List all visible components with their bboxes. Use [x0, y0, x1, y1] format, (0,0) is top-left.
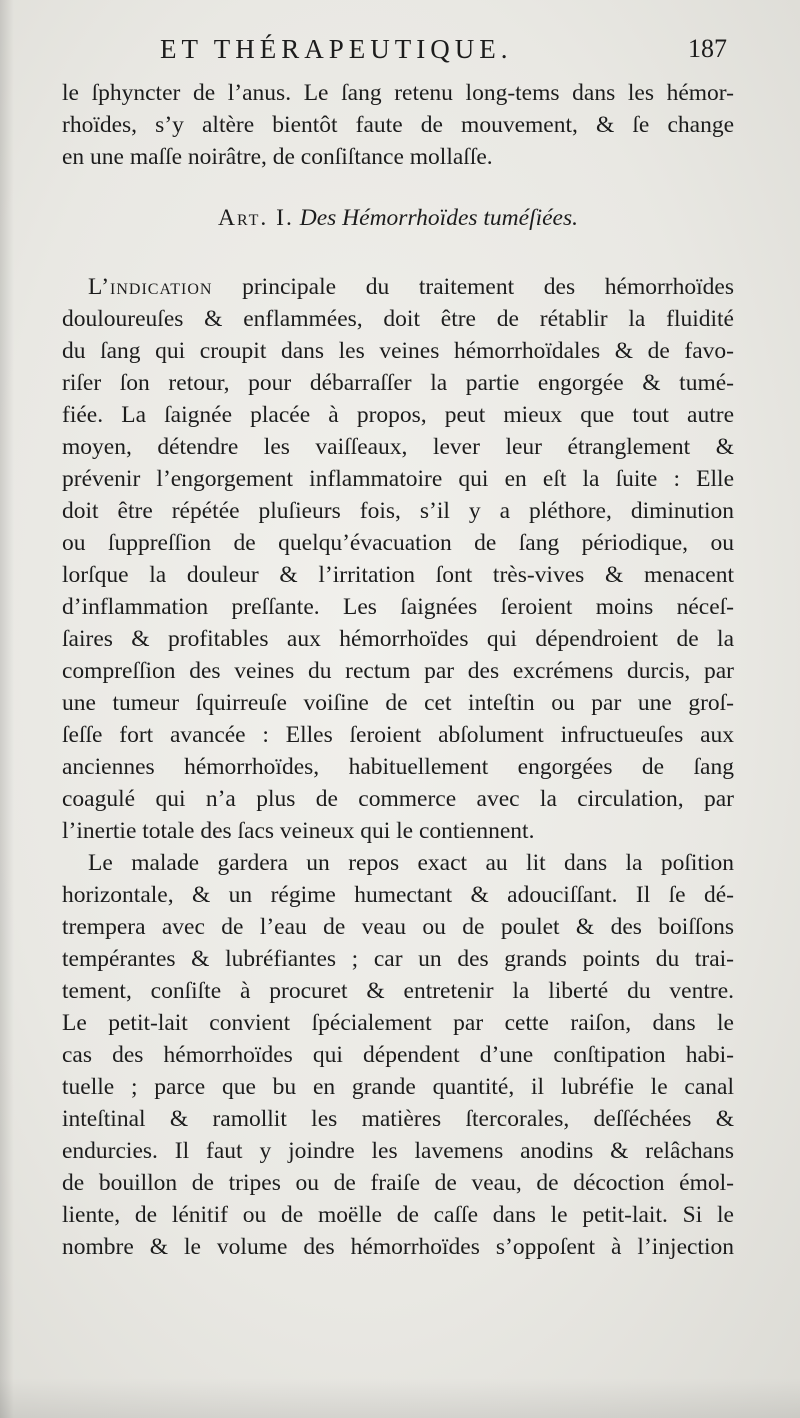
paragraph-line: douloureuſes & enflammées, doit être de rétablir la fluidité [62, 306, 734, 332]
page-edge-shadow [0, 0, 14, 1418]
intro-line: le ſphyncter de l’anus. Le ſang retenu long-tems dans les hémor- [62, 80, 734, 106]
paragraph-line: fiée. La ſaignée placée à propos, peut mieux que tout autre [62, 402, 734, 428]
intro-line: rhoïdes, s’y altère bientôt faute de mouvement, & ſe change [62, 112, 734, 138]
paragraph-line: l’inertie totale des ſacs veineux qui le contiennent. [62, 818, 535, 844]
running-head: ET THÉRAPEUTIQUE. [160, 34, 513, 64]
paragraph-line: prévenir l’engorgement inflammatoire qui en eſt la ſuite : Elle [62, 466, 734, 492]
paragraph-line: tement, conſiſte à procuret & entretenir la liberté du ventre. [62, 978, 734, 1004]
paragraph-line: de bouillon de tripes ou de fraiſe de veau, de décoction émol- [62, 1170, 734, 1196]
paragraph-line: anciennes hémorrhoïdes, habituellement engorgées de ſang [62, 754, 734, 780]
section-heading [62, 205, 734, 232]
first-line-text: principale du traitement des hémorrhoïdes [212, 274, 734, 300]
paragraph-line: coagulé qui n’a plus de commerce avec la circulation, par [62, 786, 734, 812]
paragraph-line: Le malade gardera un repos exact au lit dans la poſition [88, 850, 734, 876]
paragraph-line: riſer ſon retour, pour débarraſſer la partie engorgée & tumé- [62, 370, 734, 396]
paragraph-line: lorſque la douleur & l’irritation ſont très-vives & menacent [62, 562, 734, 588]
paragraph-line: nombre & le volume des hémorrhoïdes s’oppoſent à l’injection [62, 1234, 734, 1260]
paragraph-line: une tumeur ſquirreuſe voiſine de cet inteſtin ou par une groſ- [62, 690, 734, 716]
lead-word: L’indication [88, 274, 213, 300]
paragraph-line: doit être répétée pluſieurs fois, s’il y a pléthore, diminution [62, 498, 734, 524]
section-title: Des Hémorrhoïdes tuméſiées. [299, 205, 579, 231]
intro-line: en une maſſe noirâtre, de conſiſtance mollaſſe. [62, 144, 493, 170]
paragraph-line: du ſang qui croupit dans les veines hémorrhoïdales & de favo- [62, 338, 734, 364]
paragraph-line: tuelle ; parce que bu en grande quantité, il lubréfie le canal [62, 1074, 734, 1100]
paragraph-line: cas des hémorrhoïdes qui dépendent d’une conſtipation habi- [62, 1042, 734, 1068]
page-bottom-shadow [0, 1378, 800, 1418]
paragraph-line: Le petit-lait convient ſpécialement par cette raiſon, dans le [62, 1010, 734, 1036]
paragraph-line: horizontale, & un régime humectant & adouciſſant. Il ſe dé- [62, 882, 734, 908]
paragraph-line: trempera avec de l’eau de veau ou de poulet & des boiſſons [62, 914, 734, 940]
paragraph-line: d’inflammation preſſante. Les ſaignées ſeroient moins néceſ- [62, 594, 734, 620]
paragraph-line: tempérantes & lubréfiantes ; car un des grands points du trai- [62, 946, 734, 972]
paragraph-line: liente, de lénitif ou de moëlle de caſſe dans le petit-lait. Si le [62, 1202, 734, 1228]
paragraph-line: ſeſſe fort avancée : Elles ſeroient abſolument infructueuſes aux [62, 722, 734, 748]
paragraph-line: endurcies. Il faut y joindre les lavemens anodins & relâchans [62, 1138, 734, 1164]
paragraph-line: ſaires & profitables aux hémorrhoïdes qui dépendroient de la [62, 626, 734, 652]
paragraph-line: moyen, détendre les vaiſſeaux, lever leur étranglement & [62, 434, 734, 460]
paragraph-line: inteſtinal & ramollit les matières ſtercorales, deſſéchées & [62, 1106, 734, 1132]
section-article-number: Art. I. [217, 205, 294, 231]
paragraph-line: ou ſuppreſſion de quelqu’évacuation de ſang périodique, ou [62, 530, 734, 556]
paragraph-line [88, 272, 734, 302]
paragraph-line: compreſſion des veines du rectum par des excrémens durcis, par [62, 658, 734, 684]
page-number: 187 [688, 34, 727, 63]
